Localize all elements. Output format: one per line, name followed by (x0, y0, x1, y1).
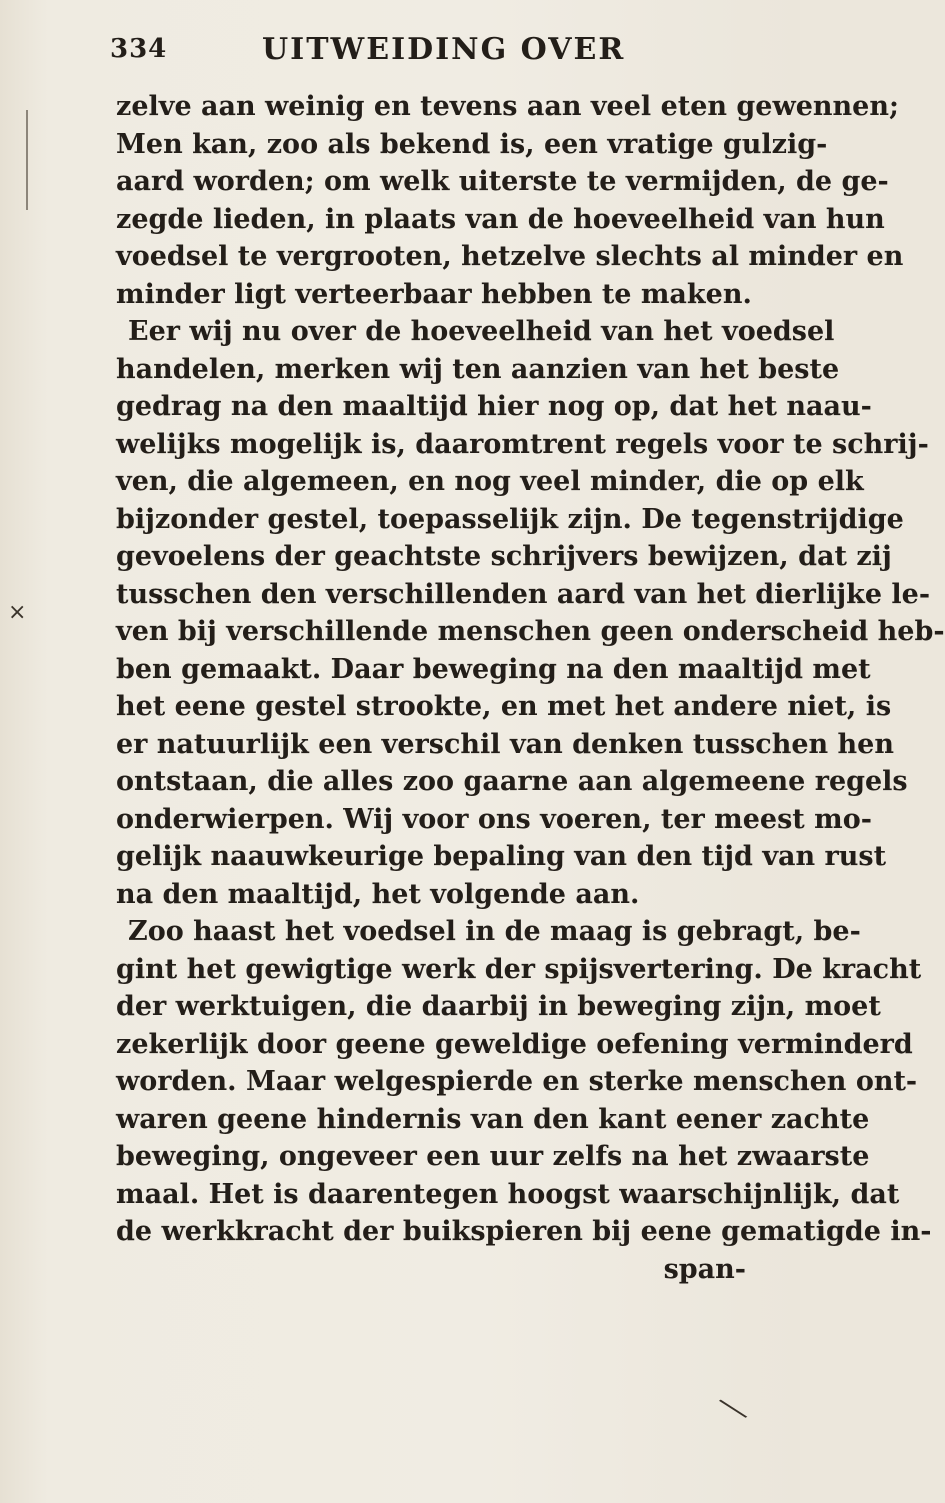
text-line: voedsel te vergrooten, hetzelve slechts al minder en (116, 241, 904, 272)
text-line: ben gemaakt. Daar beweging na den maaltijd met (116, 653, 871, 685)
text-line: zegde lieden, in plaats van de hoeveelheid van hun (116, 203, 885, 235)
text-line: de werkkracht der buikspieren bij eene gematigde in- (116, 1216, 932, 1247)
text-line: onderwierpen. Wij voor ons voeren, ter meest mo- (116, 803, 872, 835)
text-line: welijks mogelijk is, daaromtrent regels voor te schrij- (116, 428, 929, 460)
text-line: het eene gestel strookte, en met het andere niet, is (116, 691, 892, 722)
text-line: gelijk naauwkeurige bepaling van den tijd van rust (116, 841, 887, 872)
text-line: Zoo haast het voedsel in de maag is gebragt, be- (128, 916, 861, 947)
text-line: ontstaan, die alles zoo gaarne aan algemeene regels (116, 766, 908, 797)
text-line: worden. Maar welgespierde en sterke menschen ont- (116, 1066, 918, 1097)
body-text (116, 88, 945, 1288)
text-line: gint het gewigtige werk der spijsvertering. De kracht (116, 953, 922, 985)
text-line: zelve aan weinig en tevens aan veel eten gewennen; (116, 91, 899, 122)
text-line: Men kan, zoo als bekend is, een vratige gulzig- (116, 128, 828, 160)
text-line: maal. Het is daarentegen hoogst waarschijnlijk, dat (116, 1178, 900, 1210)
text-line: er natuurlijk een verschil van denken tusschen hen (116, 728, 894, 760)
text-line: beweging, ongeveer een uur zelfs na het zwaarste (116, 1141, 870, 1172)
text-line: ven, die algemeen, en nog veel minder, die op elk (116, 466, 864, 497)
catchword: span- (663, 1253, 746, 1285)
text-line: na den maaltijd, het volgende aan. (116, 878, 640, 910)
text-line: gevoelens der geachtste schrijvers bewijzen, dat zij (116, 541, 892, 572)
text-line: Eer wij nu over de hoeveelheid van het voedsel (128, 316, 835, 347)
text-line: bijzonder gestel, toepasselijk zijn. De tegenstrijdige (116, 503, 904, 535)
text-line: tusschen den verschillenden aard van het dierlijke le- (116, 578, 931, 610)
text-line: ven bij verschillende menschen geen onderscheid heb- (116, 616, 945, 647)
text-line: minder ligt verteerbaar hebben te maken. (116, 278, 752, 310)
running-head: UITWEIDING OVER (262, 32, 626, 67)
text-line: handelen, merken wij ten aanzien van het beste (116, 353, 840, 385)
text-line: aard worden; om welk uiterste te vermijden, de ge- (116, 166, 889, 197)
text-line: gedrag na den maaltijd hier nog op, dat het naau- (116, 391, 872, 422)
page-header (102, 24, 702, 84)
text-line: zekerlijk door geene geweldige oefening verminderd (116, 1028, 913, 1060)
pencil-stroke-icon: ╲ (719, 1393, 747, 1425)
text-line: der werktuigen, die daarbij in beweging zijn, moet (116, 991, 881, 1022)
page-number: 334 (110, 34, 168, 64)
cross-mark-icon: × (8, 600, 27, 625)
margin-rule (26, 110, 28, 210)
text-line: waren geene hindernis van den kant eener zachte (116, 1103, 870, 1135)
